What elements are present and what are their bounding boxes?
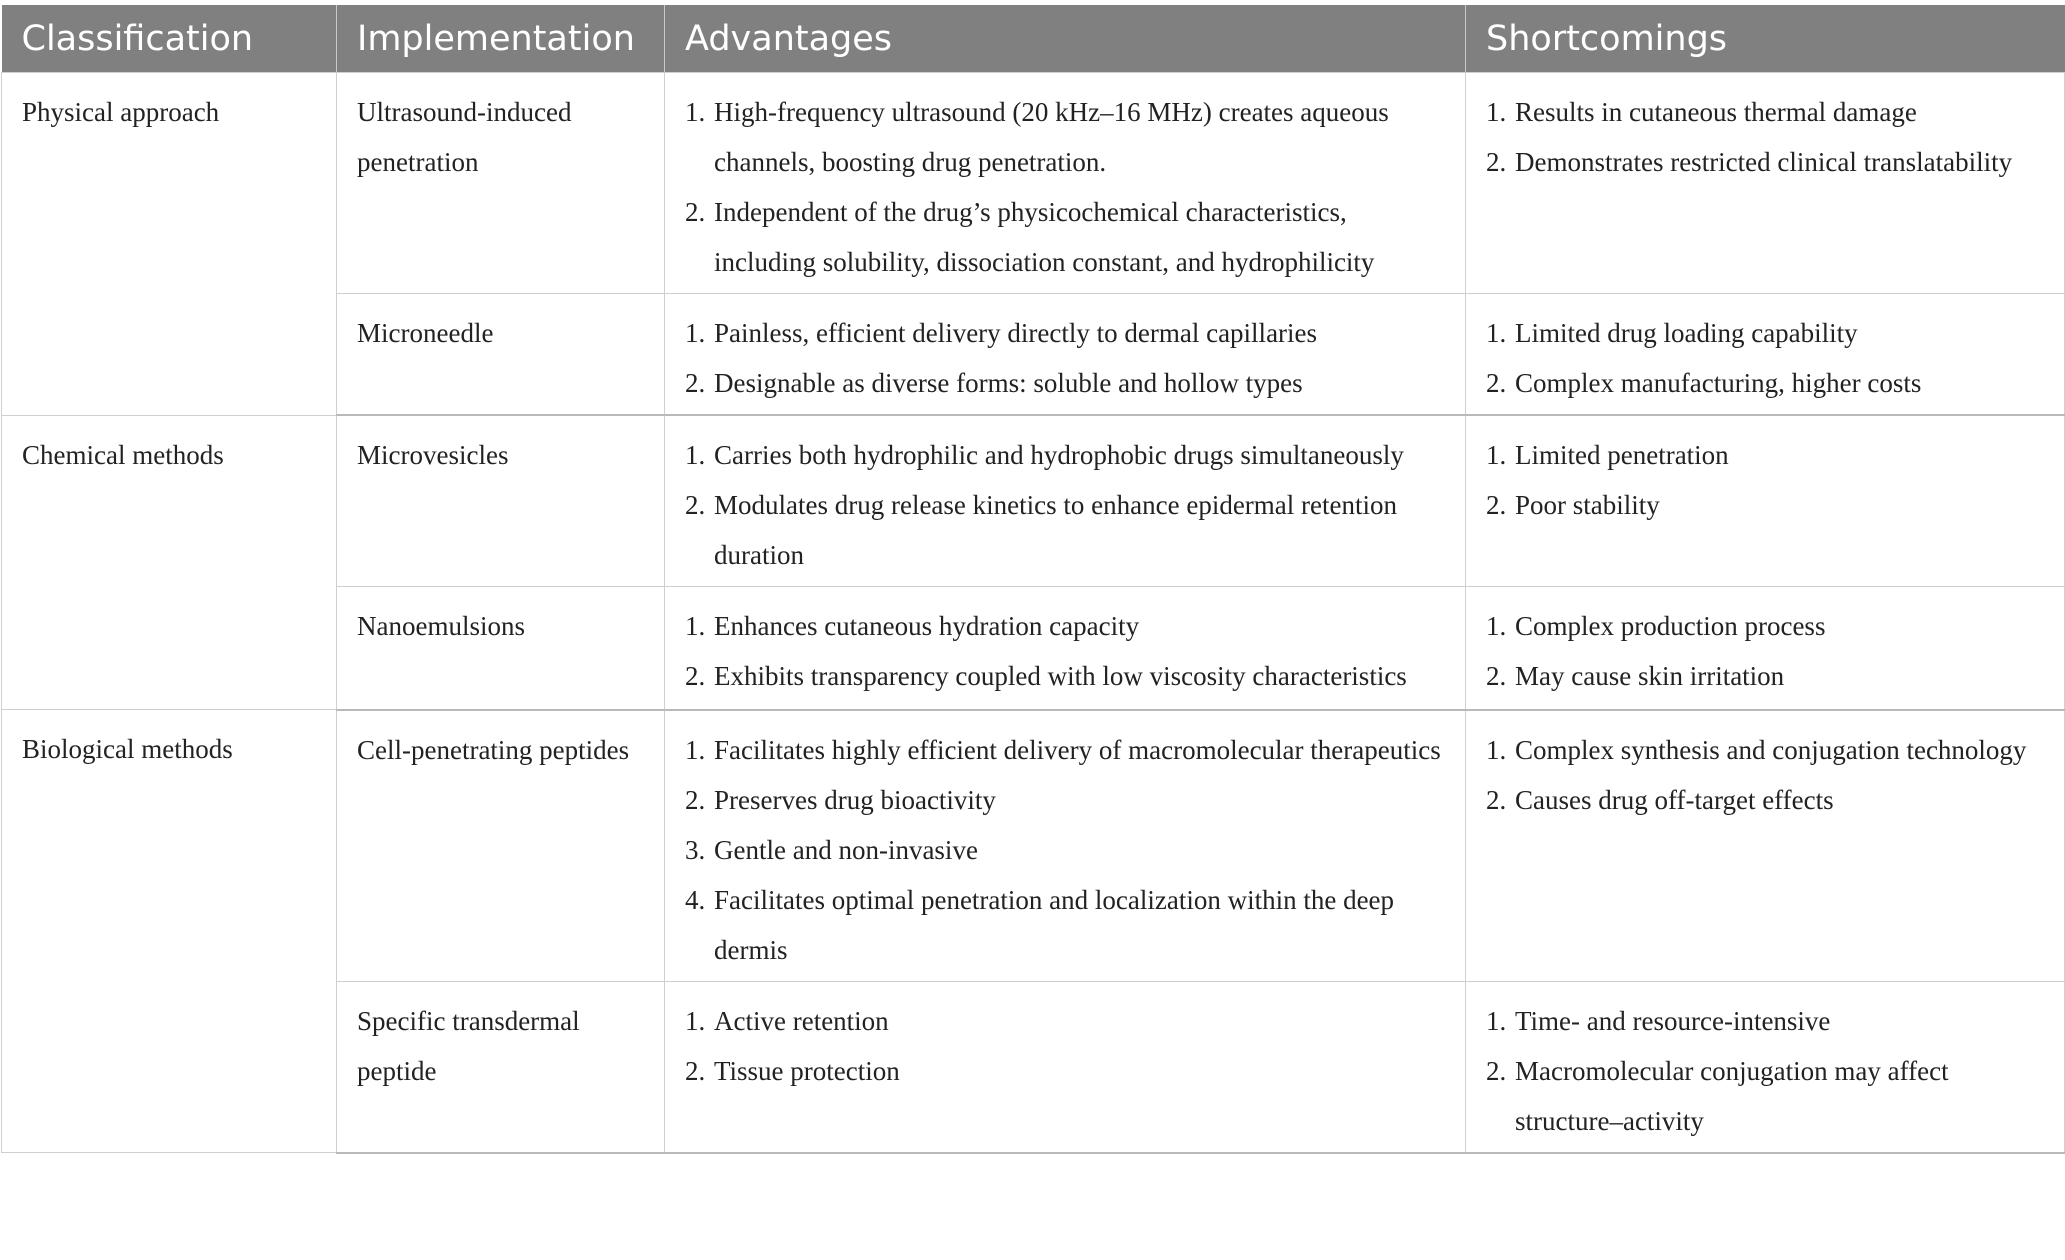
list-item: 1. Complex production process <box>1486 611 1826 641</box>
table-row <box>2 73 2065 294</box>
methods-table <box>1 5 2065 1154</box>
list-item: 1. Limited drug loading capability <box>1486 318 1858 348</box>
list-item: 1. Limited penetration <box>1486 440 1729 470</box>
table-header <box>2 5 2065 73</box>
list-item: 2. Complex manufacturing, higher costs <box>1486 368 1922 398</box>
advantages-cell <box>665 981 1466 1153</box>
list-item: 1. Results in cutaneous thermal damage <box>1486 97 1917 127</box>
list-item: 2. Preserves drug bioactivity <box>685 784 996 815</box>
implementation-cell <box>337 981 665 1153</box>
list-item: 1. Facilitates highly efficient delivery of macromolecular therapeutics <box>685 734 1441 765</box>
header-row <box>2 5 2065 73</box>
classification-label: Physical approach <box>22 97 220 127</box>
list-item: 1. Carries both hydrophilic and hydrophobic drugs simultaneously <box>685 440 1404 470</box>
list-item: 2. Poor stability <box>1486 490 1660 520</box>
shortcomings-cell <box>1466 294 2065 416</box>
shortcomings-cell <box>1466 587 2065 710</box>
shortcomings-cell <box>1466 710 2065 982</box>
implementation-cell <box>337 587 665 710</box>
classification-cell <box>2 710 337 1153</box>
list-item: 2. Exhibits transparency coupled with low viscosity characteristics <box>685 661 1407 691</box>
classification-label: Biological methods <box>22 734 233 764</box>
implementation-label: Microvesicles <box>357 440 509 470</box>
list-item: 1. Enhances cutaneous hydration capacity <box>685 611 1140 641</box>
advantages-cell <box>665 710 1466 982</box>
list-item: 3. Gentle and non-invasive <box>685 834 978 865</box>
list-item: 1. Active retention <box>685 1005 889 1036</box>
table-row <box>2 710 2065 982</box>
shortcomings-cell <box>1466 415 2065 587</box>
classification-cell <box>2 415 337 710</box>
list-item: 2. Independent of the drug’s physicochemical characteristics, including solubility, dissociation constant, and hydrophilicity <box>685 197 1375 277</box>
implementation-cell <box>337 710 665 982</box>
implementation-cell <box>337 294 665 416</box>
table-row <box>2 415 2065 587</box>
list-item: 1. Time- and resource-intensive <box>1486 1005 1831 1036</box>
classification-cell <box>2 73 337 416</box>
advantages-cell <box>665 415 1466 587</box>
header-advantages: Advantages <box>665 5 1466 73</box>
implementation-label: Cell-penetrating peptides <box>357 734 630 765</box>
shortcomings-cell <box>1466 73 2065 294</box>
list-item: 2. May cause skin irritation <box>1486 661 1785 691</box>
list-item: 4. Facilitates optimal penetration and localization within the deep dermis <box>685 884 1395 965</box>
list-item: 2. Demonstrates restricted clinical translatability <box>1486 147 2013 177</box>
implementation-cell <box>337 73 665 294</box>
advantages-cell <box>665 587 1466 710</box>
list-item: 2. Tissue protection <box>685 1055 900 1086</box>
classification-label: Chemical methods <box>22 439 224 470</box>
shortcomings-cell <box>1466 981 2065 1153</box>
header-implementation: Implementation <box>337 5 665 73</box>
list-item: 2. Designable as diverse forms: soluble and hollow types <box>685 368 1303 398</box>
list-item: 2. Causes drug off-target effects <box>1486 784 1834 815</box>
advantages-cell <box>665 73 1466 294</box>
implementation-label: Specific transdermal peptide <box>357 1005 580 1086</box>
implementation-cell <box>337 415 665 587</box>
table-body <box>2 73 2065 1153</box>
implementation-label: Nanoemulsions <box>357 611 525 641</box>
list-item: 2. Modulates drug release kinetics to enhance epidermal retention duration <box>685 490 1397 570</box>
list-item: 1. Painless, efficient delivery directly to dermal capillaries <box>685 318 1318 348</box>
advantages-cell <box>665 294 1466 416</box>
implementation-label: Microneedle <box>357 318 494 348</box>
implementation-label: Ultrasound-induced penetration <box>357 97 572 177</box>
list-item: 1. Complex synthesis and conjugation technology <box>1486 734 2027 765</box>
header-classification: Classification <box>2 5 337 73</box>
header-shortcomings: Shortcomings <box>1466 5 2065 73</box>
list-item: 1. High-frequency ultrasound (20 kHz–16 MHz) creates aqueous channels, boosting drug penetration. <box>685 97 1389 177</box>
list-item: 2. Macromolecular conjugation may affect structure–activity <box>1486 1055 1949 1136</box>
